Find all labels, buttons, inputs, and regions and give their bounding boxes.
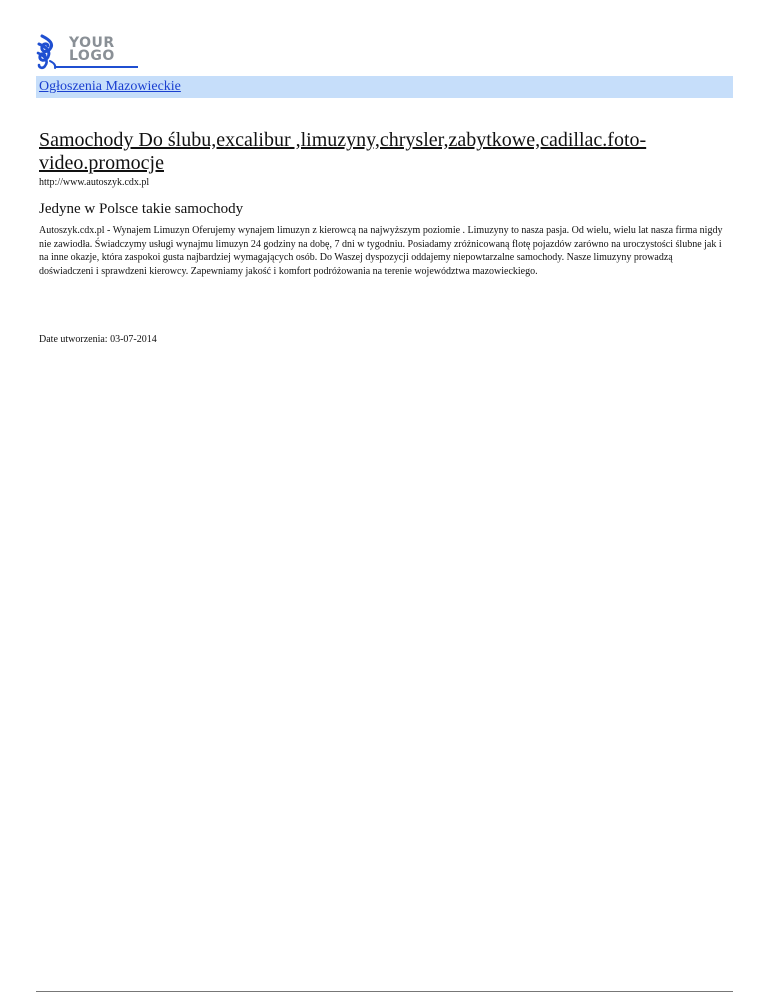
listing-title[interactable]: Samochody Do ślubu,excalibur ,limuzyny,chrysler,zabytkowe,cadillac.foto-video.promocje xyxy=(39,129,647,174)
logo-underline xyxy=(56,66,138,68)
logo-line-1: YOUR xyxy=(69,35,115,51)
listing-url: http://www.autoszyk.cdx.pl xyxy=(39,177,150,188)
category-bar xyxy=(36,76,733,98)
logo-line-2: LOGO xyxy=(69,48,115,64)
footer-divider xyxy=(36,991,733,992)
listing-subtitle: Jedyne w Polsce takie samochody xyxy=(39,201,244,217)
listing-description: Autoszyk.cdx.pl - Wynajem Limuzyn Oferujemy wynajem limuzyn z kierowcą na najwyższym poziomie . Limuzyny to nasza pasja. Od wielu, wielu lat nasza firma nigdy nie zawiodła. Świadczymy usługi wynajmu limuzyn 24 godziny na dobę, 7 dni w tygodniu. Posiadamy zróżnicowaną flotę pojazdów zarówno na uroczystości ślubne jak i na inne okazje, która zaspokoi gusta najbardziej wymagających osób. Do Waszej dyspozycji oddajemy niepowtarzalne samochody. Nasze limuzyny prowadzą doświadczeni i sprawdzeni kierowcy. Zapewniamy jakość i komfort podróżowania na terenie województwa mazowieckiego. xyxy=(39,225,723,277)
logo-text xyxy=(69,37,115,63)
category-link[interactable]: Ogłoszenia Mazowieckie xyxy=(39,79,181,94)
logo-link[interactable] xyxy=(36,34,146,74)
creation-date: Date utworzenia: 03-07-2014 xyxy=(39,334,157,345)
